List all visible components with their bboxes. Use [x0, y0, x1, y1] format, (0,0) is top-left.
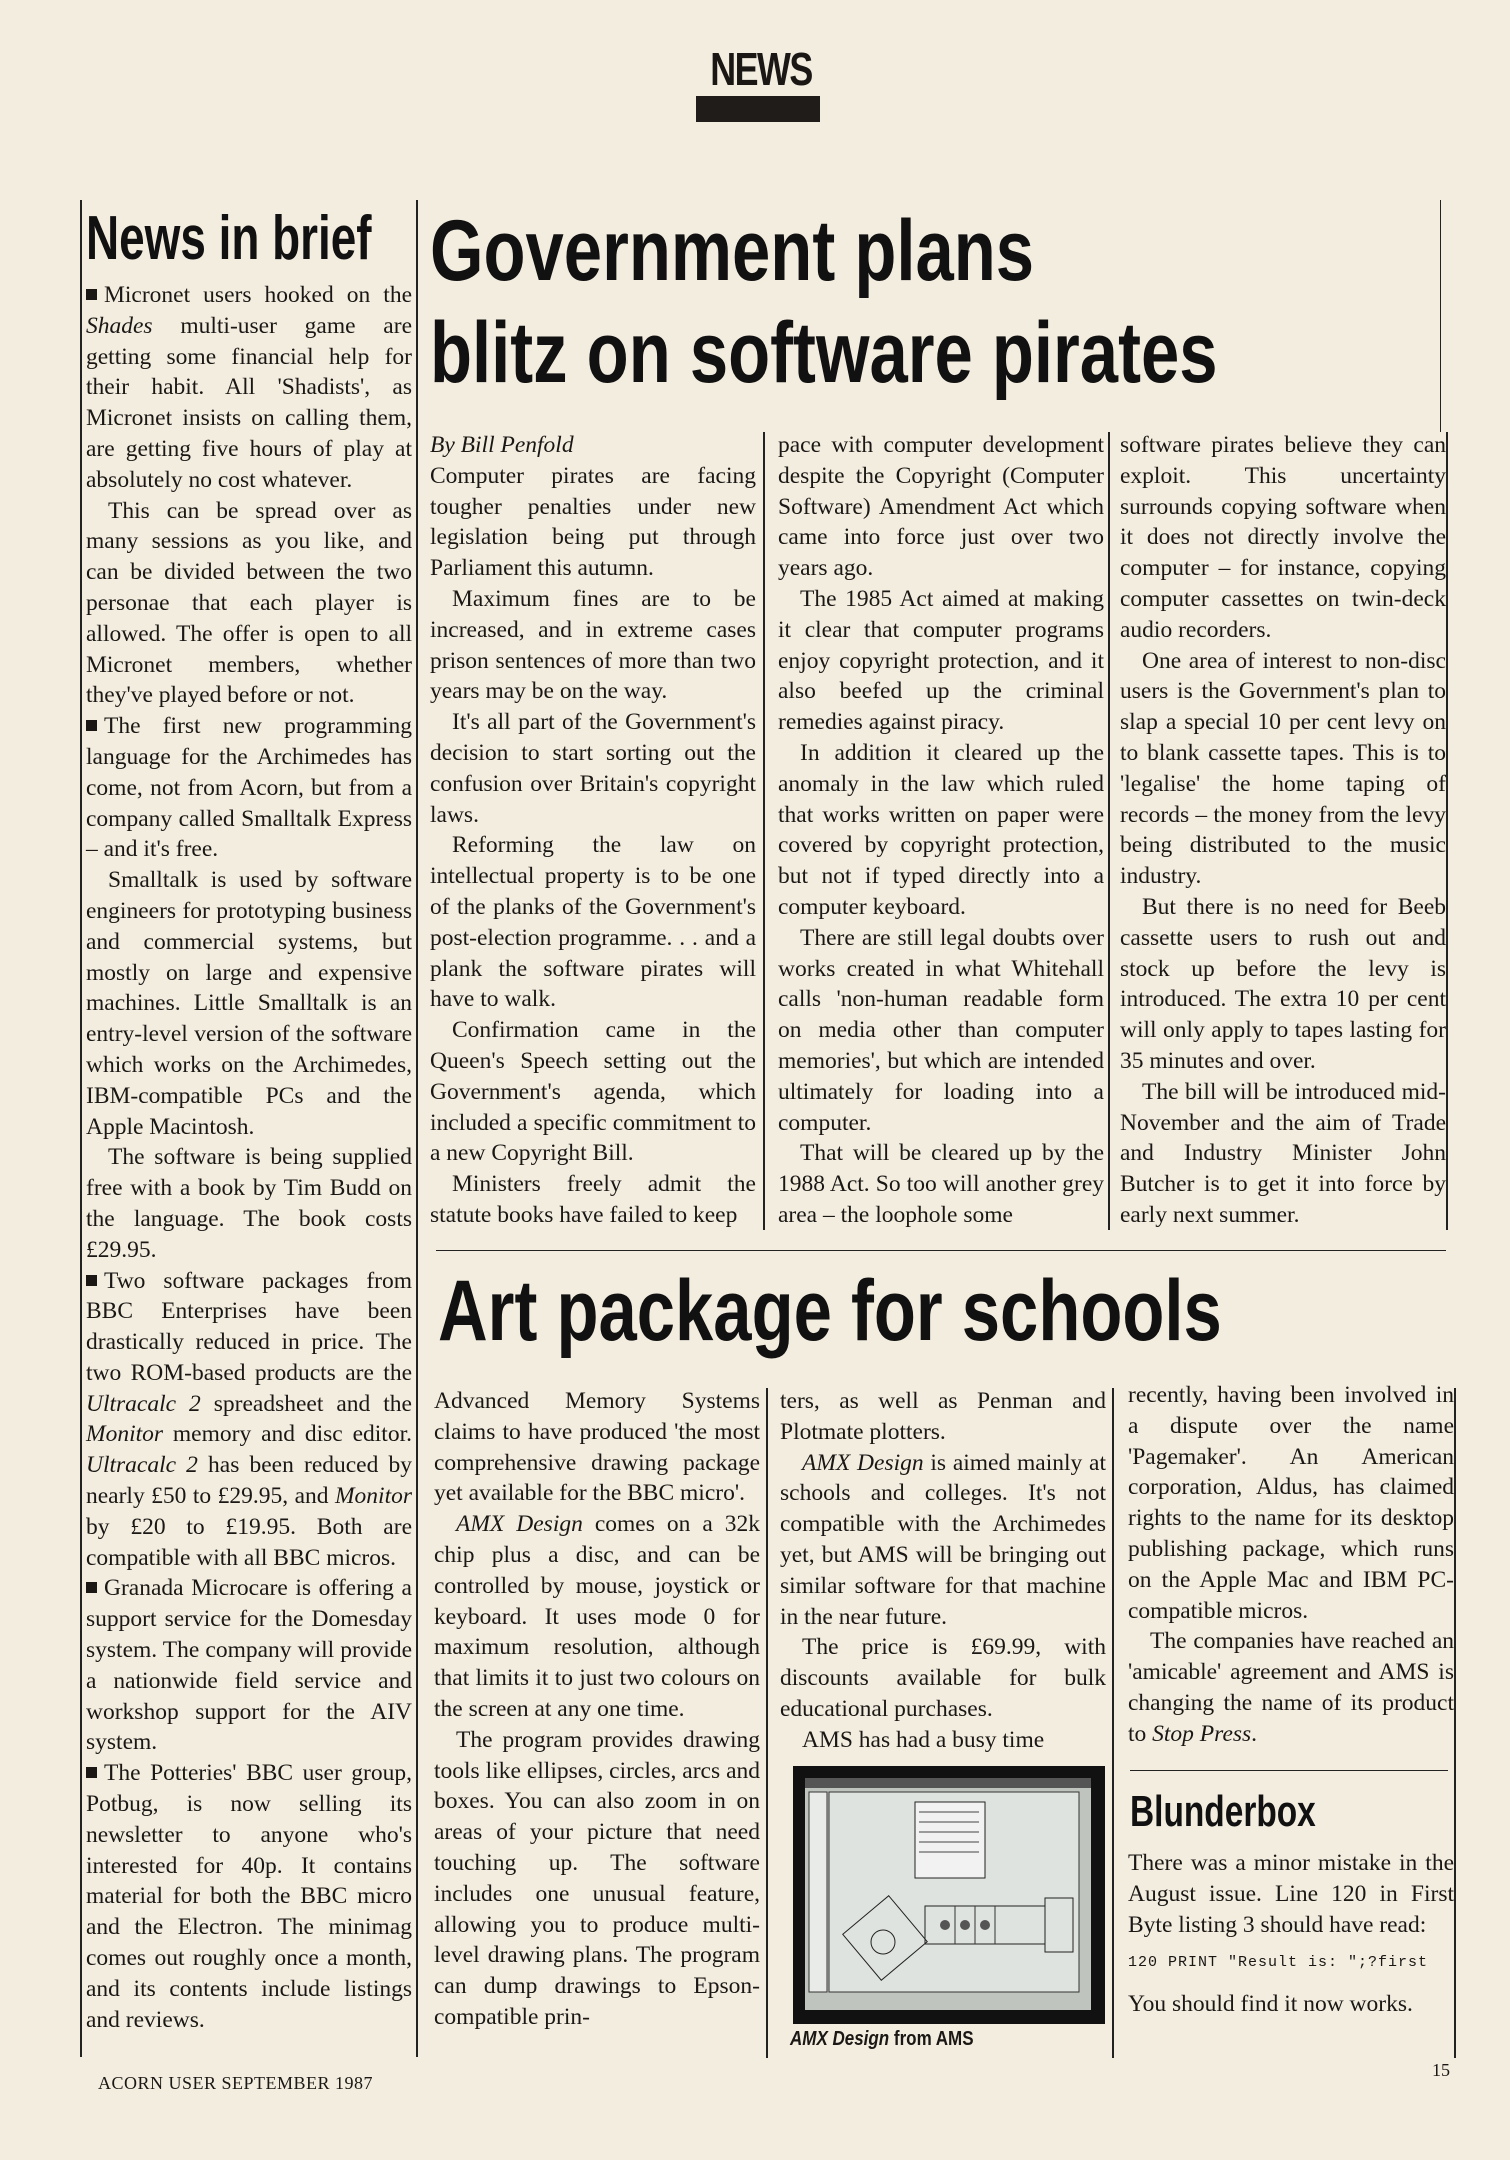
main-rule-1 — [763, 432, 765, 1230]
main-headline-line2: blitz on software pirates — [430, 305, 1218, 401]
art-paragraph: AMX Design is aimed mainly at schools and colleges. It's not compatible with the Archimedes yet, but AMS will be bringing out similar software for that machine in the near future. — [780, 1449, 1106, 1630]
art-column-3 — [1128, 1380, 1454, 1750]
brief-column — [86, 280, 412, 2035]
bullet-icon — [86, 1275, 97, 1286]
page-number: 15 — [1432, 2060, 1450, 2080]
bullet-icon — [86, 720, 97, 731]
main-column-3 — [1120, 430, 1446, 1231]
blunderbox-text: There was a minor mistake in the August issue. Line 120 in First Byte listing 3 should have read: — [1128, 1850, 1454, 1938]
main-column-2 — [778, 430, 1104, 1231]
art-paragraph: ters, as well as Penman and Plotmate plotters. — [780, 1388, 1106, 1445]
art-paragraph: The companies have reached an 'amicable' agreement and AMS is changing the name of its product to Stop Press. — [1128, 1628, 1454, 1747]
art-paragraph: AMS has had a busy time — [802, 1726, 1045, 1753]
brief-item-micronet: Micronet users hooked on the Shades multi-user game are getting some financial help for their habit. All 'Shadists', as Micronet insists on calling them, are getting five hours of play at absolutely no cost whatever. — [86, 282, 412, 493]
brief-right-rule — [416, 200, 418, 2057]
byline: By Bill Penfold — [430, 432, 574, 458]
section-label: NEWS — [710, 43, 812, 95]
main-paragraph: There are still legal doubts over works created in what Whitehall calls 'non-human readable form on media other than computer memories', but which are intended ultimately for loading into a computer. — [778, 924, 1104, 1136]
brief-item-potbug: The Potteries' BBC user group, Potbug, is now selling its newsletter to anyone who's interested for 40p. It contains material for both the BBC micro and the Electron. The minimag comes out roughly once a month, and its contents include listings and reviews. — [86, 1760, 412, 2033]
main-paragraph: One area of interest to non-disc users is the Government's plan to slap a special 10 per cent levy on to blank cassette tapes. This is to 'legalise' the home taping of records – the money from the levy being distributed to the music industry. — [1120, 647, 1446, 890]
main-paragraph: software pirates believe they can exploit. This uncertainty surrounds copying software when it does not directly involve the computer – for instance, copying computer cassettes on twin-deck audio recorders. — [1120, 432, 1446, 643]
footer-publication: ACORN USER SEPTEMBER 1987 — [98, 2073, 374, 2093]
art-rule-1 — [766, 1388, 768, 2058]
main-rule-2 — [1108, 432, 1110, 1230]
main-column-1 — [430, 430, 756, 1231]
section-bar — [696, 96, 820, 122]
section-divider — [436, 1250, 1446, 1251]
main-paragraph: Reforming the law on intellectual property is to be one of the planks of the Government's post-election programme. . . and a plank the software pirates will have to walk. — [430, 832, 756, 1013]
blunderbox-body — [1128, 1848, 1454, 2020]
art-column-2 — [780, 1386, 1106, 1756]
screenshot-caption: AMX Design from AMS — [790, 2028, 974, 2050]
main-paragraph: The 1985 Act aimed at making it clear that computer programs enjoy copyright protection, and it also beefed up the criminal remedies against piracy. — [778, 585, 1104, 736]
art-paragraph: Advanced Memory Systems claims to have produced 'the most comprehensive drawing package yet available for the BBC micro'. — [434, 1388, 760, 1507]
art-paragraph: The program provides drawing tools like ellipses, circles, arcs and boxes. You can also zoom in on areas of your picture that need touching up. The software includes one unusual feature, allowing you to produce multi-level drawing plans. The program can dump drawings to Epson-compatible prin- — [434, 1726, 760, 2030]
blunderbox-end: You should find it now works. — [1128, 1991, 1413, 2018]
art-paragraph: The price is £69.99, with discounts available for bulk educational purchases. — [780, 1634, 1106, 1722]
brief-item-smalltalk: The first new programming language for the Archimedes has come, not from Acorn, but from a company called Smalltalk Express – and it's free. — [86, 713, 412, 863]
art-rule-2 — [1112, 1388, 1114, 2058]
brief-paragraph: The software is being supplied free with a book by Tim Budd on the language. The book costs £29.95. — [86, 1144, 412, 1263]
brief-paragraph: Smalltalk is used by software engineers for prototyping business and commercial systems, but mostly on large and expensive machines. Little Smalltalk is an entry-level version of the software which works on the Archimedes, IBM-compatible PCs and the Apple Macintosh. — [86, 867, 412, 1140]
main-paragraph: That will be cleared up by the 1988 Act. So too will another grey area – the loophole some — [778, 1140, 1104, 1228]
brief-left-rule — [80, 200, 82, 2057]
art-column-1 — [434, 1386, 760, 2033]
blunderbox-divider — [1130, 1770, 1448, 1771]
art-right-rule — [1454, 1388, 1456, 2058]
drawing-illustration — [805, 1788, 1091, 2010]
bullet-icon — [86, 1767, 97, 1778]
art-headline: Art package for schools — [438, 1263, 1222, 1359]
main-paragraph: Maximum fines are to be increased, and in extreme cases prison sentences of more than two years may be on the way. — [430, 585, 756, 705]
main-headline-line1: Government plans — [430, 203, 1035, 299]
main-paragraph: Ministers freely admit the statute books have failed to keep — [430, 1171, 756, 1228]
main-paragraph: But there is no need for Beeb cassette users to rush out and stock up before the levy is introduced. The extra 10 per cent will only apply to tapes lasting for 35 minutes and over. — [1120, 893, 1446, 1074]
brief-item-granada: Granada Microcare is offering a support service for the Domesday system. The company will provide a nationwide field service and workshop support for the AIV system. — [86, 1575, 412, 1756]
brief-title: News in brief — [86, 204, 372, 273]
main-paragraph: It's all part of the Government's decision to start sorting out the confusion over Britain's copyright laws. — [430, 709, 756, 828]
bullet-icon — [86, 289, 97, 300]
main-paragraph: pace with computer development despite the Copyright (Computer Software) Amendment Act which came into force just over two years ago. — [778, 432, 1104, 582]
page-right-rule — [1440, 200, 1441, 432]
main-paragraph: Computer pirates are facing tougher penalties under new legislation being put through Parliament this autumn. — [430, 462, 756, 582]
blunderbox-title: Blunderbox — [1130, 1787, 1316, 1836]
main-paragraph: The bill will be introduced mid-November and the aim of Trade and Industry Minister John Butcher is to get it into force by early next summer. — [1120, 1078, 1446, 1228]
main-paragraph: In addition it cleared up the anomaly in the law which ruled that works written on paper were covered by copyright protection, but not if typed directly into a computer keyboard. — [778, 739, 1104, 920]
screenshot-menubar — [805, 1778, 1091, 1788]
art-paragraph: recently, having been involved in a dispute over the name 'Pagemaker'. An American corporation, Aldus, has claimed rights to the name for its desktop publishing package, which runs on the Apple Mac and IBM PC-compatible micros. — [1128, 1382, 1454, 1624]
main-right-rule — [1446, 432, 1448, 1230]
screenshot-display — [805, 1778, 1091, 2010]
brief-item-bbc-enterprises: Two software packages from BBC Enterprises have been drastically reduced in price. The two ROM-based products are the Ultracalc 2 spreadsheet and the Monitor memory and disc editor. Ultracalc 2 has been reduced by nearly £50 to £29.95, and Monitor by £20 to £19.95. Both are compatible with all BBC micros. — [86, 1267, 412, 1571]
art-paragraph: AMX Design comes on a 32k chip plus a disc, and can be controlled by mouse, joystick or keyboard. It uses mode 0 for maximum resolution, although that limits it to just two colours on the screen at any one time. — [434, 1511, 760, 1722]
amx-design-screenshot — [793, 1766, 1105, 2024]
bullet-icon — [86, 1582, 97, 1593]
main-paragraph: Confirmation came in the Queen's Speech setting out the Government's agenda, which included a specific commitment to a new Copyright Bill. — [430, 1017, 756, 1167]
blunderbox-code: 120 PRINT "Result is: ";?first — [1128, 1954, 1429, 1972]
brief-paragraph: This can be spread over as many sessions as you like, and can be divided between the two personae that each player is allowed. The offer is open to all Micronet members, whether they've played before or not. — [86, 497, 412, 709]
